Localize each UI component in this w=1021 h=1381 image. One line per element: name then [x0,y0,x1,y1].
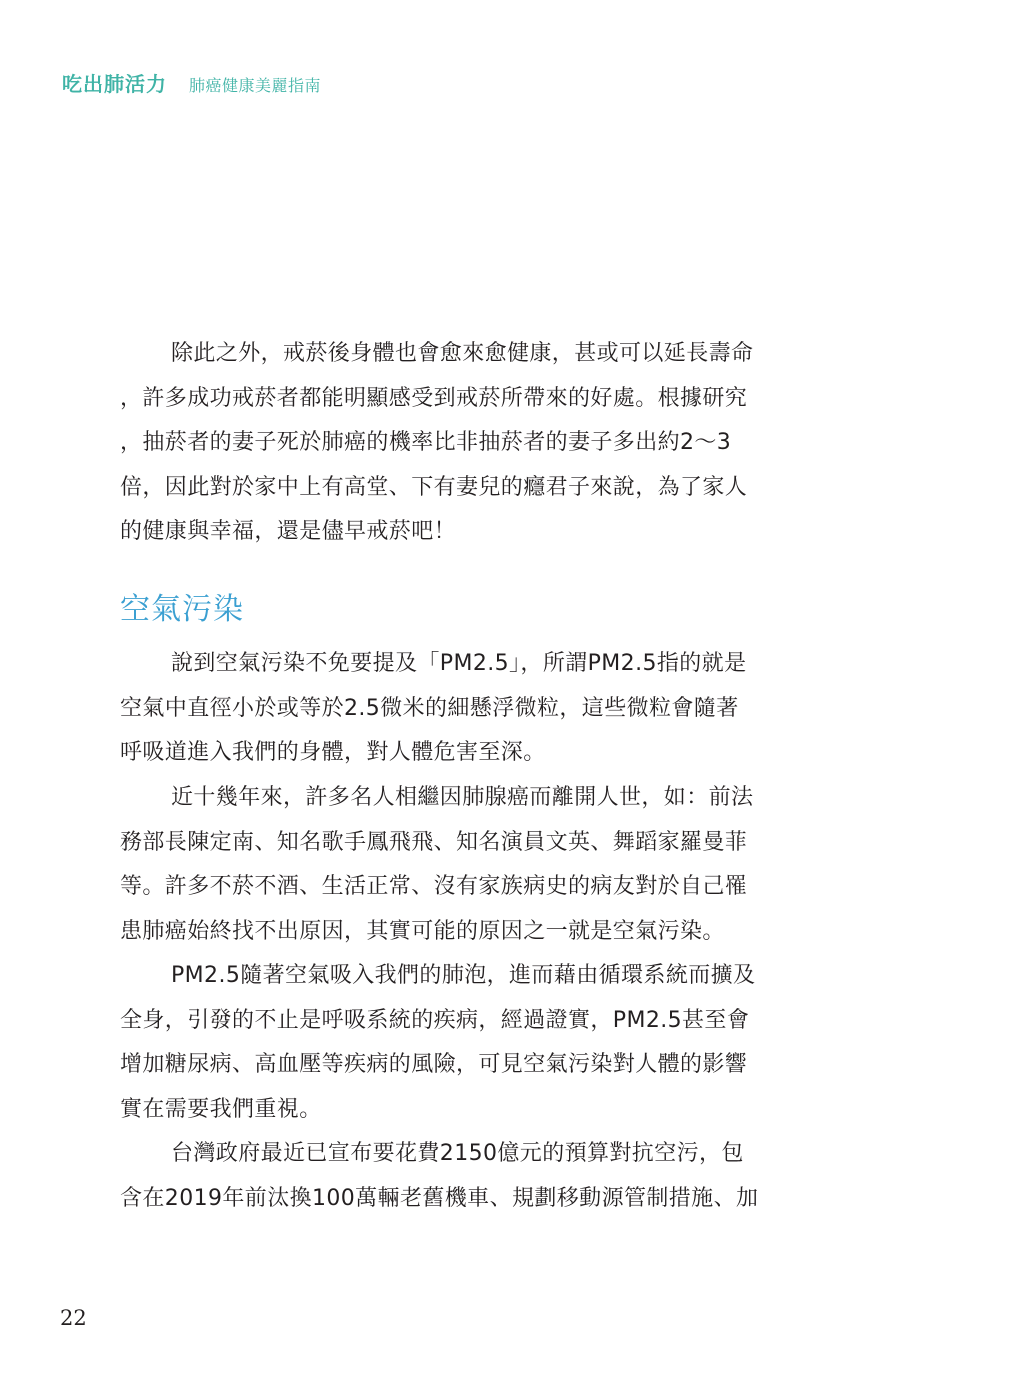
text-line: 務部長陳定南、知名歌手鳳飛飛、知名演員文英、舞蹈家羅曼菲 [120,829,748,855]
text-line: 近十幾年來，許多名人相繼因肺腺癌而離開人世，如：前法 [171,785,754,810]
text-line: 的健康與幸福，還是儘早戒菸吧！ [120,519,457,544]
text-line: 除此之外，戒菸後身體也會愈來愈健康，甚或可以延長壽命 [171,341,754,366]
text-line: 說到空氣污染不免要提及「PM2.5」，所謂PM2.5指的就是 [171,651,747,676]
text-line: 倍，因此對於家中上有高堂、下有妻兒的癮君子來說，為了家人 [120,474,748,500]
page-number: 22 [60,1306,87,1330]
paragraph-pm25-effects [120,954,860,1132]
paragraph-pm25-definition [120,642,860,776]
running-header [62,68,321,100]
text-line: 含在2019年前汰換100萬輛老舊機車、規劃移動源管制措施、加 [120,1185,759,1211]
text-line: 呼吸道進入我們的身體，對人體危害至深。 [120,740,546,765]
text-line: 空氣中直徑小於或等於2.5微米的細懸浮微粒，這些微粒會隨著 [120,695,739,721]
text-line: 患肺癌始終找不出原因，其實可能的原因之一就是空氣污染。 [120,918,725,944]
text-line: ，許多成功戒菸者都能明顯感受到戒菸所帶來的好處。根據研究 [120,385,748,411]
text-line: 台灣政府最近已宣布要花費2150億元的預算對抗空污，包 [171,1141,744,1166]
paragraph-quit-smoking-benefits [120,332,860,555]
text-line: 等。許多不菸不酒、生活正常、沒有家族病史的病友對於自己罹 [120,874,748,899]
text-line: ，抽菸者的妻子死於肺癌的機率比非抽菸者的妻子多出約2～3 [120,430,732,455]
text-line: 增加糖尿病、高血壓等疾病的風險，可見空氣污染對人體的影響 [120,1052,748,1077]
book-title: 吃出肺活力 [62,72,167,96]
paragraph-celebrities [120,776,860,954]
section-heading: 空氣污染 [120,592,244,627]
text-line: PM2.5隨著空氣吸入我們的肺泡，進而藉由循環系統而擴及 [171,963,756,988]
text-line: 全身，引發的不止是呼吸系統的疾病，經過證實，PM2.5甚至會 [120,1007,750,1033]
paragraph-government-budget [120,1132,860,1221]
book-subtitle: 肺癌健康美麗指南 [189,76,322,95]
text-line: 實在需要我們重視。 [120,1096,322,1122]
